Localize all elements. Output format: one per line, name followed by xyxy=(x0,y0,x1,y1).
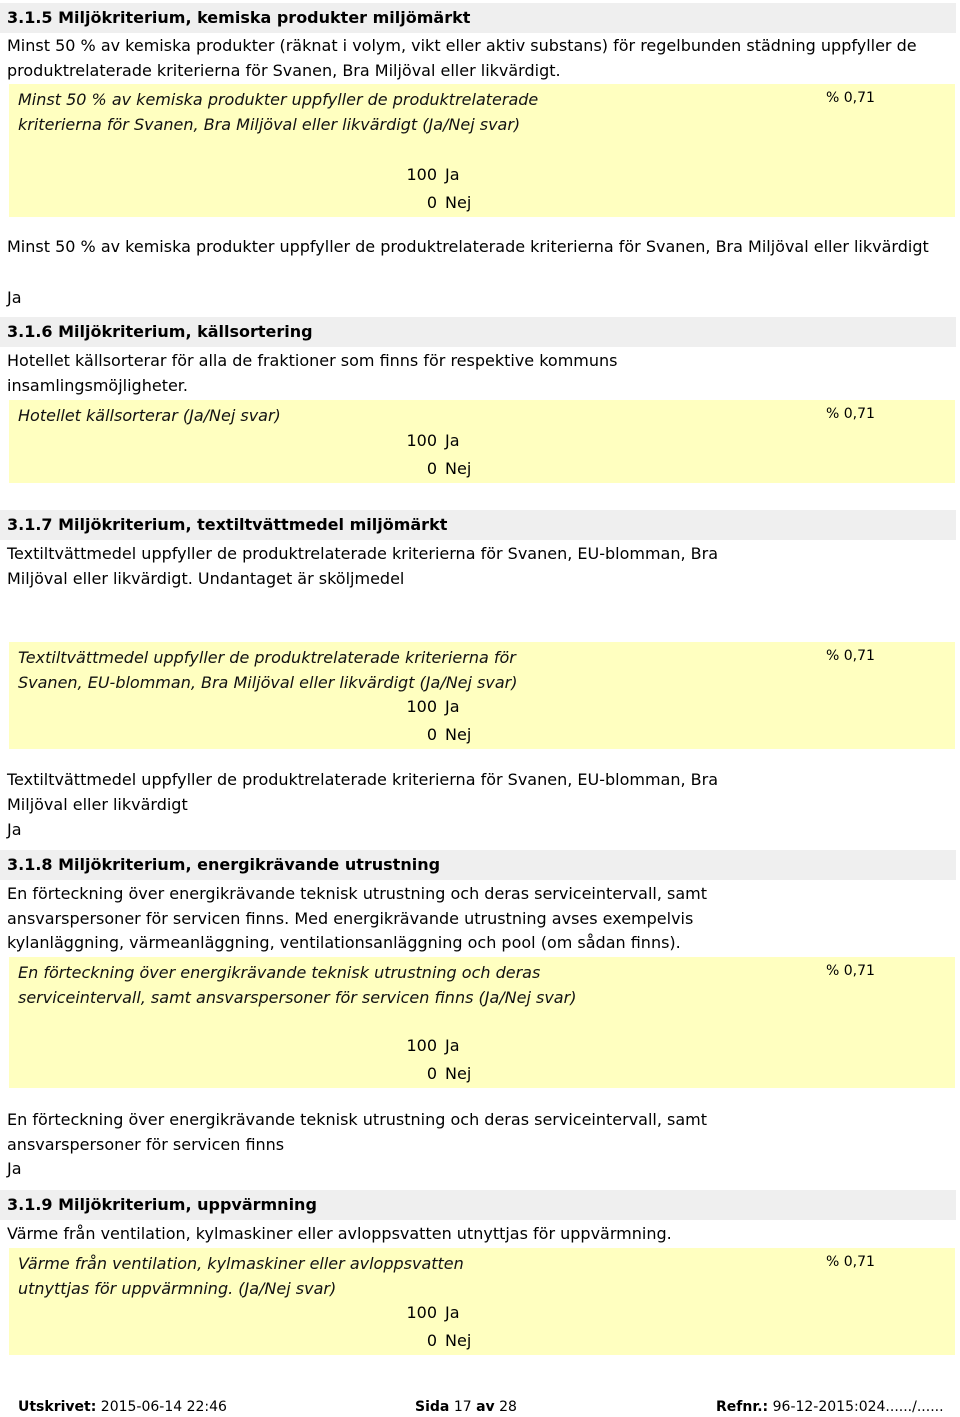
answer-text-3-1-7: Textiltvättmedel uppfyller de produktrelaterade kriterierna för Svanen, EU-blomman, Bra Miljöval eller likvärdigt xyxy=(7,770,719,814)
question-box-3-1-7 xyxy=(9,642,955,749)
option-score-no: 0 xyxy=(426,725,437,744)
footer-page-current: 17 xyxy=(453,1399,472,1415)
footer-printed xyxy=(18,1398,227,1416)
section-heading-3-1-9: 3.1.9 Miljökriterium, uppvärmning xyxy=(0,1190,956,1220)
answer-value-3-1-8: Ja xyxy=(7,1159,22,1178)
option-score-yes: 100 xyxy=(406,431,437,450)
question-text: Textiltvättmedel uppfyller de produktrelaterade kriterierna för Svanen, EU-blomman, Bra Miljöval eller likvärdigt (Ja/Nej svar) xyxy=(18,648,518,692)
question-box-3-1-9 xyxy=(9,1248,955,1355)
answer-value-3-1-7: Ja xyxy=(7,820,22,839)
option-label-no[interactable]: Nej xyxy=(445,459,472,478)
option-label-yes[interactable]: Ja xyxy=(445,431,460,450)
section-heading-3-1-5: 3.1.5 Miljökriterium, kemiska produkter miljömärkt xyxy=(0,3,956,33)
question-text: Värme från ventilation, kylmaskiner eller avloppsvatten utnyttjas för uppvärmning. (Ja/Nej svar) xyxy=(18,1254,464,1298)
question-weight: % 0,71 xyxy=(826,90,875,106)
section-heading-3-1-6: 3.1.6 Miljökriterium, källsortering xyxy=(0,317,956,347)
option-label-no[interactable]: Nej xyxy=(445,725,472,744)
option-score-yes: 100 xyxy=(406,165,437,184)
question-weight: % 0,71 xyxy=(826,1254,875,1270)
option-label-no[interactable]: Nej xyxy=(445,1331,472,1350)
option-score-yes: 100 xyxy=(406,697,437,716)
footer-ref-label: Refnr.: xyxy=(716,1399,769,1415)
question-box-3-1-5 xyxy=(9,84,955,217)
footer-printed-value: 2015-06-14 22:46 xyxy=(100,1399,227,1415)
footer-ref xyxy=(716,1398,944,1416)
question-weight: % 0,71 xyxy=(826,963,875,979)
question-text: En förteckning över energikrävande teknisk utrustning och deras serviceintervall, samt ansvarspersoner för servicen finns (Ja/Nej svar) xyxy=(18,963,577,1007)
question-box-3-1-6 xyxy=(9,400,955,483)
option-label-no[interactable]: Nej xyxy=(445,1064,472,1083)
option-score-no: 0 xyxy=(426,459,437,478)
section-description-3-1-8: En förteckning över energikrävande teknisk utrustning och deras serviceintervall, samt ansvarspersoner för servicen finns. Med energikrävande utrustning avses exempelvis kylanläggning, värmeanläggning, ventilationsanläggning och pool (om sådan finns). xyxy=(7,884,708,952)
section-description-3-1-9: Värme från ventilation, kylmaskiner eller avloppsvatten utnyttjas för uppvärmning. xyxy=(7,1224,672,1243)
footer-page-label: Sida xyxy=(415,1399,450,1415)
section-description-3-1-7: Textiltvättmedel uppfyller de produktrelaterade kriterierna för Svanen, EU-blomman, Bra Miljöval eller likvärdigt. Undantaget är sköljmedel xyxy=(7,544,719,588)
option-label-no[interactable]: Nej xyxy=(445,193,472,212)
option-score-yes: 100 xyxy=(406,1303,437,1322)
option-label-yes[interactable]: Ja xyxy=(445,697,460,716)
section-description-3-1-5: Minst 50 % av kemiska produkter (räknat i volym, vikt eller aktiv substans) för regelbunden städning uppfyller de produktrelaterade kriterierna för Svanen, Bra Miljöval eller likvärdigt. xyxy=(7,36,917,80)
answer-value-3-1-5: Ja xyxy=(7,288,22,307)
answer-text-3-1-5: Minst 50 % av kemiska produkter uppfyller de produktrelaterade kriterierna för Svanen, Bra Miljöval eller likvärdigt xyxy=(7,237,929,256)
footer-page-of: av xyxy=(476,1399,495,1415)
footer-ref-value: 96-12-2015:024....../...... xyxy=(772,1399,944,1415)
option-label-yes[interactable]: Ja xyxy=(445,1036,460,1055)
option-label-yes[interactable]: Ja xyxy=(445,165,460,184)
section-heading-3-1-8: 3.1.8 Miljökriterium, energikrävande utrustning xyxy=(0,850,956,880)
section-description-3-1-6: Hotellet källsorterar för alla de fraktioner som finns för respektive kommuns insamlingsmöjligheter. xyxy=(7,351,618,395)
answer-text-3-1-8: En förteckning över energikrävande teknisk utrustning och deras serviceintervall, samt ansvarspersoner för servicen finns xyxy=(7,1110,708,1154)
footer-printed-label: Utskrivet: xyxy=(18,1399,97,1415)
option-score-no: 0 xyxy=(426,193,437,212)
option-label-yes[interactable]: Ja xyxy=(445,1303,460,1322)
question-text: Hotellet källsorterar (Ja/Nej svar) xyxy=(18,406,281,425)
question-weight: % 0,71 xyxy=(826,648,875,664)
question-box-3-1-8 xyxy=(9,957,955,1088)
question-weight: % 0,71 xyxy=(826,406,875,422)
footer-page xyxy=(415,1398,517,1416)
option-score-yes: 100 xyxy=(406,1036,437,1055)
footer-page-total: 28 xyxy=(499,1399,517,1415)
section-heading-3-1-7: 3.1.7 Miljökriterium, textiltvättmedel miljömärkt xyxy=(0,510,956,540)
option-score-no: 0 xyxy=(426,1331,437,1350)
option-score-no: 0 xyxy=(426,1064,437,1083)
question-text: Minst 50 % av kemiska produkter uppfyller de produktrelaterade kriterierna för Svanen, Bra Miljöval eller likvärdigt (Ja/Nej svar) xyxy=(18,90,539,134)
